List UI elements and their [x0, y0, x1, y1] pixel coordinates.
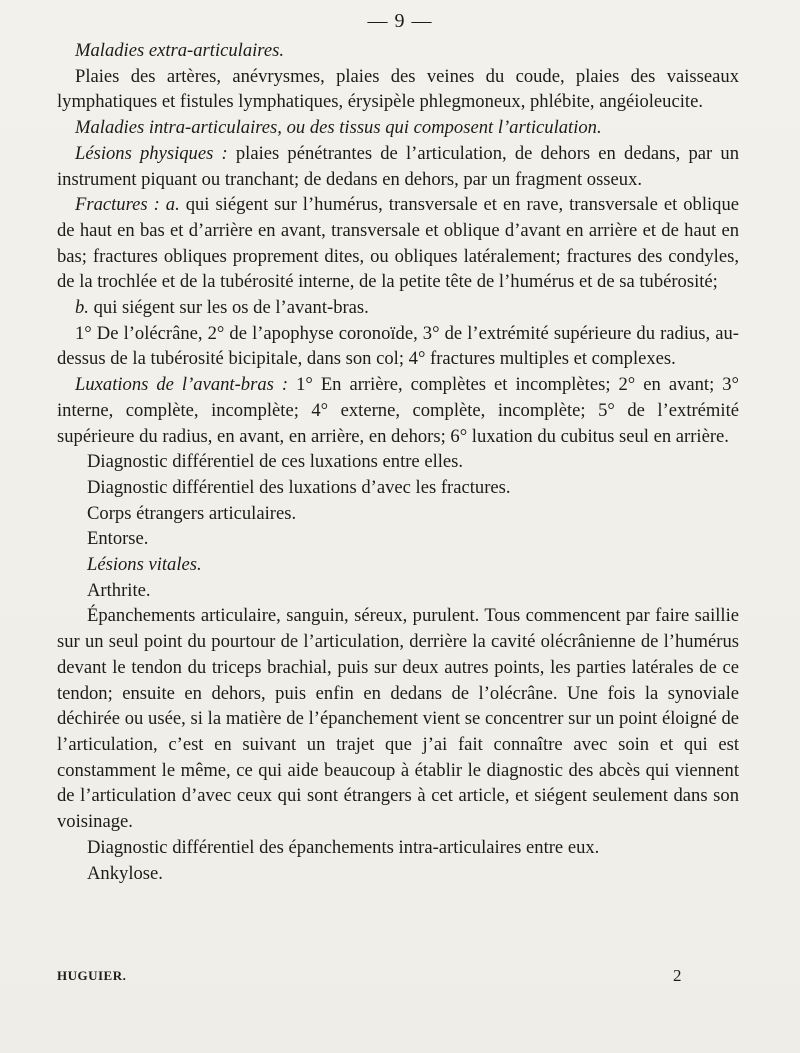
paragraph: Entorse. — [87, 528, 149, 550]
paragraph — [57, 141, 739, 192]
footer-author: HUGUIER. — [57, 968, 127, 983]
page-number: — 9 — — [367, 10, 433, 32]
paragraph: Plaies des artères, anévrysmes, plaies des veines du coude, plaies des vaisseaux lymphatiques et fistules lymphatiques, érysipèle phlegmoneux, phlébite, angéioleucite. — [57, 65, 739, 113]
paragraph — [57, 372, 739, 449]
paragraph: Diagnostic différentiel des épanchements intra-articulaires entre eux. — [87, 836, 600, 858]
paragraph: Épanchements articulaire, sanguin, séreux, purulent. Tous commencent par faire saillie sur un seul point du pourtour de l’articulation, derrière la cavité olécrânienne de l’humérus devant le tendon du triceps brachial, puis sur deux autres points, les parties latérales de ce tendon; ensuite en dehors, puis enfin en dedans de l’olécrâne. Une fois la synoviale déchirée ou usée, si la matière de l’épanchement vient se concentrer sur un point éloigné de l’articulation, c’est en suivant un trajet que j’ai fait connaître avec soin et qui est constamment le même, ce qui aide beaucoup à établir le diagnostic des abcès qui viennent de l’articulation d’avec ceux qui sont étrangers à cet article, et siégent seulement dans son voisinage. — [57, 605, 739, 833]
paragraph-text: qui siégent sur les os de l’avant-bras. — [88, 297, 369, 319]
paragraph-text: 1° En arrière, complètes et incomplètes; 2° en avant; 3° interne, complète, incomplète; 4° externe, complète, incomplète; 5° de l’extrémité supérieure du radius, en avant, en arrière, en dehors; 6° luxation du cubitus seul en arrière. — [57, 374, 739, 447]
paragraph: Diagnostic différentiel des luxations d’avec les fractures. — [87, 476, 511, 498]
paragraph — [57, 295, 739, 321]
heading-intra-articular: Maladies intra-articulaires, ou des tissus qui composent l’articulation. — [75, 117, 602, 139]
body-text — [57, 38, 739, 886]
label-fractures: Fractures : a. — [75, 194, 180, 216]
label-b: b. — [75, 297, 89, 319]
heading-vital-lesions: Lésions vitales. — [87, 554, 202, 576]
heading-extra-articular: Maladies extra-articulaires. — [75, 40, 284, 61]
paragraph: Ankylose. — [87, 862, 163, 884]
paragraph: Corps étrangers articulaires. — [87, 502, 297, 524]
label-physical-lesions: Lésions physiques : — [75, 142, 228, 164]
footer — [57, 968, 682, 984]
signature-mark: 2 — [673, 966, 682, 985]
paragraph: Diagnostic différentiel de ces luxations entre elles. — [87, 451, 464, 473]
paragraph: 1° De l’olécrâne, 2° de l’apophyse coronoïde, 3° de l’extrémité supérieure du radius, au-dessus de la tubérosité bicipitale, dans son col; 4° fractures multiples et complexes. — [57, 322, 739, 370]
paragraph-text: plaies pénétrantes de l’articulation, de dehors en dedans, par un instrument piquant ou tranchant; de dedans en dehors, par un fragment osseux. — [57, 142, 739, 190]
paragraph-text: qui siégent sur l’humérus, transversale et en rave, transversale et oblique de haut en bas et d’arrière en avant, transversale et oblique d’avant en arrière et de haut en bas; fractures obliques proprement dites, ou obliques latéralement; fractures des condyles, de la trochlée et de la tubérosité interne, de la petite tête de l’humérus et de sa tubérosité; — [57, 194, 740, 293]
label-luxations: Luxations de l’avant-bras : — [75, 374, 289, 396]
paragraph — [57, 192, 739, 295]
paragraph: Arthrite. — [87, 579, 151, 601]
